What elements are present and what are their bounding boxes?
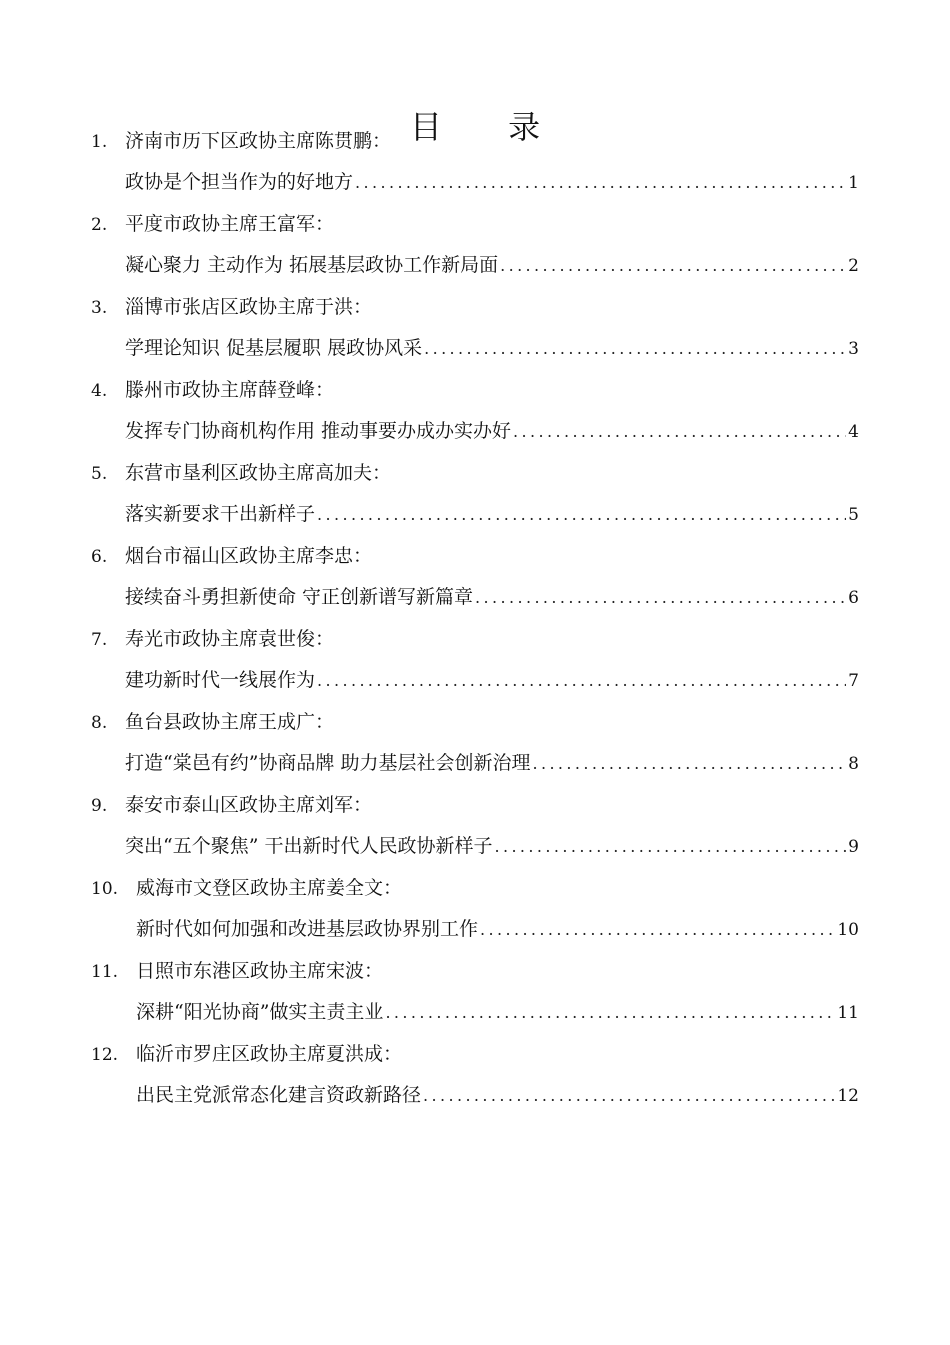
toc-entry[interactable] xyxy=(0,701,950,784)
toc-entry[interactable] xyxy=(0,369,950,452)
toc-entry[interactable] xyxy=(0,867,950,950)
toc-entry-heading xyxy=(91,452,391,494)
toc-entry-line[interactable] xyxy=(125,328,859,368)
dot-leader xyxy=(475,578,846,618)
toc-entry-title[interactable]: 出民主党派常态化建言资政新路径 xyxy=(136,1084,422,1106)
toc-entry-heading xyxy=(91,120,391,162)
toc-entry-line[interactable] xyxy=(125,577,859,617)
toc-entry[interactable] xyxy=(0,535,950,618)
toc-entry-number: 2. xyxy=(91,215,108,235)
toc-entry-heading xyxy=(91,950,383,992)
toc-entry-author: 东营市垦利区政协主席高加夫： xyxy=(125,462,392,484)
toc-entry[interactable] xyxy=(0,120,950,203)
toc-entry-line[interactable] xyxy=(125,494,859,534)
toc-entry-author: 滕州市政协主席薛登峰： xyxy=(125,379,335,401)
toc-entry-number: 6. xyxy=(91,547,108,567)
toc-entry-page-number[interactable]: 4 xyxy=(848,422,859,442)
dot-leader xyxy=(385,993,835,1033)
toc-entry-number: 3. xyxy=(91,298,108,318)
toc-entry-heading xyxy=(91,203,334,245)
dot-leader xyxy=(423,1076,835,1116)
toc-entry-number: 5. xyxy=(91,464,108,484)
toc-entry-number: 10. xyxy=(91,879,119,899)
toc-entry-title[interactable]: 打造“棠邑有约”协商品牌 助力基层社会创新治理 xyxy=(125,752,531,774)
toc-entry-number: 12. xyxy=(91,1045,119,1065)
dot-leader xyxy=(500,246,846,286)
toc-entry-author: 平度市政协主席王富军： xyxy=(125,213,335,235)
toc-entry-line[interactable] xyxy=(136,992,859,1032)
toc-entry-heading xyxy=(91,1033,402,1075)
toc-entry-page-number[interactable]: 8 xyxy=(848,754,859,774)
toc-entry[interactable] xyxy=(0,286,950,369)
toc-entry-author: 泰安市泰山区政协主席刘军： xyxy=(125,794,373,816)
toc-entry-heading xyxy=(91,535,372,577)
toc-entry-heading xyxy=(91,784,372,826)
toc-entry-line[interactable] xyxy=(125,162,859,202)
toc-entry-author: 烟台市福山区政协主席李忠： xyxy=(125,545,373,567)
toc-entry-line[interactable] xyxy=(125,743,859,783)
toc-entry-line[interactable] xyxy=(136,1075,859,1115)
toc-entry-author: 临沂市罗庄区政协主席夏洪成： xyxy=(136,1043,403,1065)
toc-entry-number: 7. xyxy=(91,630,108,650)
toc-entry-title[interactable]: 深耕“阳光协商”做实主责主业 xyxy=(136,1001,384,1023)
toc-entry-page-number[interactable]: 6 xyxy=(848,588,859,608)
toc-entry-heading xyxy=(91,369,334,411)
dot-leader xyxy=(424,329,846,369)
toc-entry-page-number[interactable]: 9 xyxy=(848,837,859,857)
toc-entry-page-number[interactable]: 7 xyxy=(848,671,859,691)
toc-entry-title[interactable]: 学理论知识 促基层履职 展政协风采 xyxy=(125,337,423,359)
toc-entry-page-number[interactable]: 3 xyxy=(848,339,859,359)
toc-entry-author: 鱼台县政协主席王成广： xyxy=(125,711,335,733)
toc-entry-title[interactable]: 凝心聚力 主动作为 拓展基层政协工作新局面 xyxy=(125,254,499,276)
toc-entry-number: 8. xyxy=(91,713,108,733)
toc-entry[interactable] xyxy=(0,618,950,701)
toc-entry-page-number[interactable]: 11 xyxy=(837,1003,859,1023)
toc-entry-page-number[interactable]: 12 xyxy=(837,1086,859,1106)
toc-entry[interactable] xyxy=(0,784,950,867)
toc-entry-number: 4. xyxy=(91,381,108,401)
toc-entry[interactable] xyxy=(0,950,950,1033)
dot-leader xyxy=(317,495,846,535)
dot-leader xyxy=(494,827,846,867)
toc-entry-author: 寿光市政协主席袁世俊： xyxy=(125,628,335,650)
toc-entry-heading xyxy=(91,701,334,743)
toc-entry-line[interactable] xyxy=(125,245,859,285)
toc-entry-title[interactable]: 接续奋斗勇担新使命 守正创新谱写新篇章 xyxy=(125,586,474,608)
toc-entry-title[interactable]: 建功新时代一线展作为 xyxy=(125,669,316,691)
toc-entry-author: 济南市历下区政协主席陈贯鹏： xyxy=(125,130,392,152)
page-title: 目 录 xyxy=(409,108,569,147)
toc-entry-author: 日照市东港区政协主席宋波： xyxy=(136,960,384,982)
dot-leader xyxy=(355,163,846,203)
toc-entry[interactable] xyxy=(0,1033,950,1116)
toc-entry-title[interactable]: 政协是个担当作为的好地方 xyxy=(125,171,354,193)
toc-entry-number: 9. xyxy=(91,796,108,816)
toc-entry-number: 1. xyxy=(91,132,108,152)
toc-entry-line[interactable] xyxy=(136,909,859,949)
toc-entry-page-number[interactable]: 1 xyxy=(848,173,859,193)
toc-entry-title[interactable]: 落实新要求干出新样子 xyxy=(125,503,316,525)
toc-entry-heading xyxy=(91,867,402,909)
toc-entry-author: 威海市文登区政协主席姜全文： xyxy=(136,877,403,899)
dot-leader xyxy=(480,910,835,950)
toc-entry[interactable] xyxy=(0,452,950,535)
toc-entry-heading xyxy=(91,618,334,660)
toc-entry-title[interactable]: 新时代如何加强和改进基层政协界别工作 xyxy=(136,918,479,940)
toc-entry-page-number[interactable]: 5 xyxy=(848,505,859,525)
toc-entry-title[interactable]: 突出“五个聚焦” 干出新时代人民政协新样子 xyxy=(125,835,493,857)
dot-leader xyxy=(317,661,846,701)
toc-entry-heading xyxy=(91,286,372,328)
toc-entry-author: 淄博市张店区政协主席于洪： xyxy=(125,296,373,318)
toc-entry-page-number[interactable]: 10 xyxy=(837,920,859,940)
toc-entry-line[interactable] xyxy=(125,826,859,866)
toc-entry-number: 11. xyxy=(91,962,119,982)
toc-entry-line[interactable] xyxy=(125,411,859,451)
dot-leader xyxy=(513,412,846,452)
toc-entry[interactable] xyxy=(0,203,950,286)
toc-entry-title[interactable]: 发挥专门协商机构作用 推动事要办成办实办好 xyxy=(125,420,512,442)
toc-entry-page-number[interactable]: 2 xyxy=(848,256,859,276)
dot-leader xyxy=(532,744,846,784)
toc-entry-line[interactable] xyxy=(125,660,859,700)
